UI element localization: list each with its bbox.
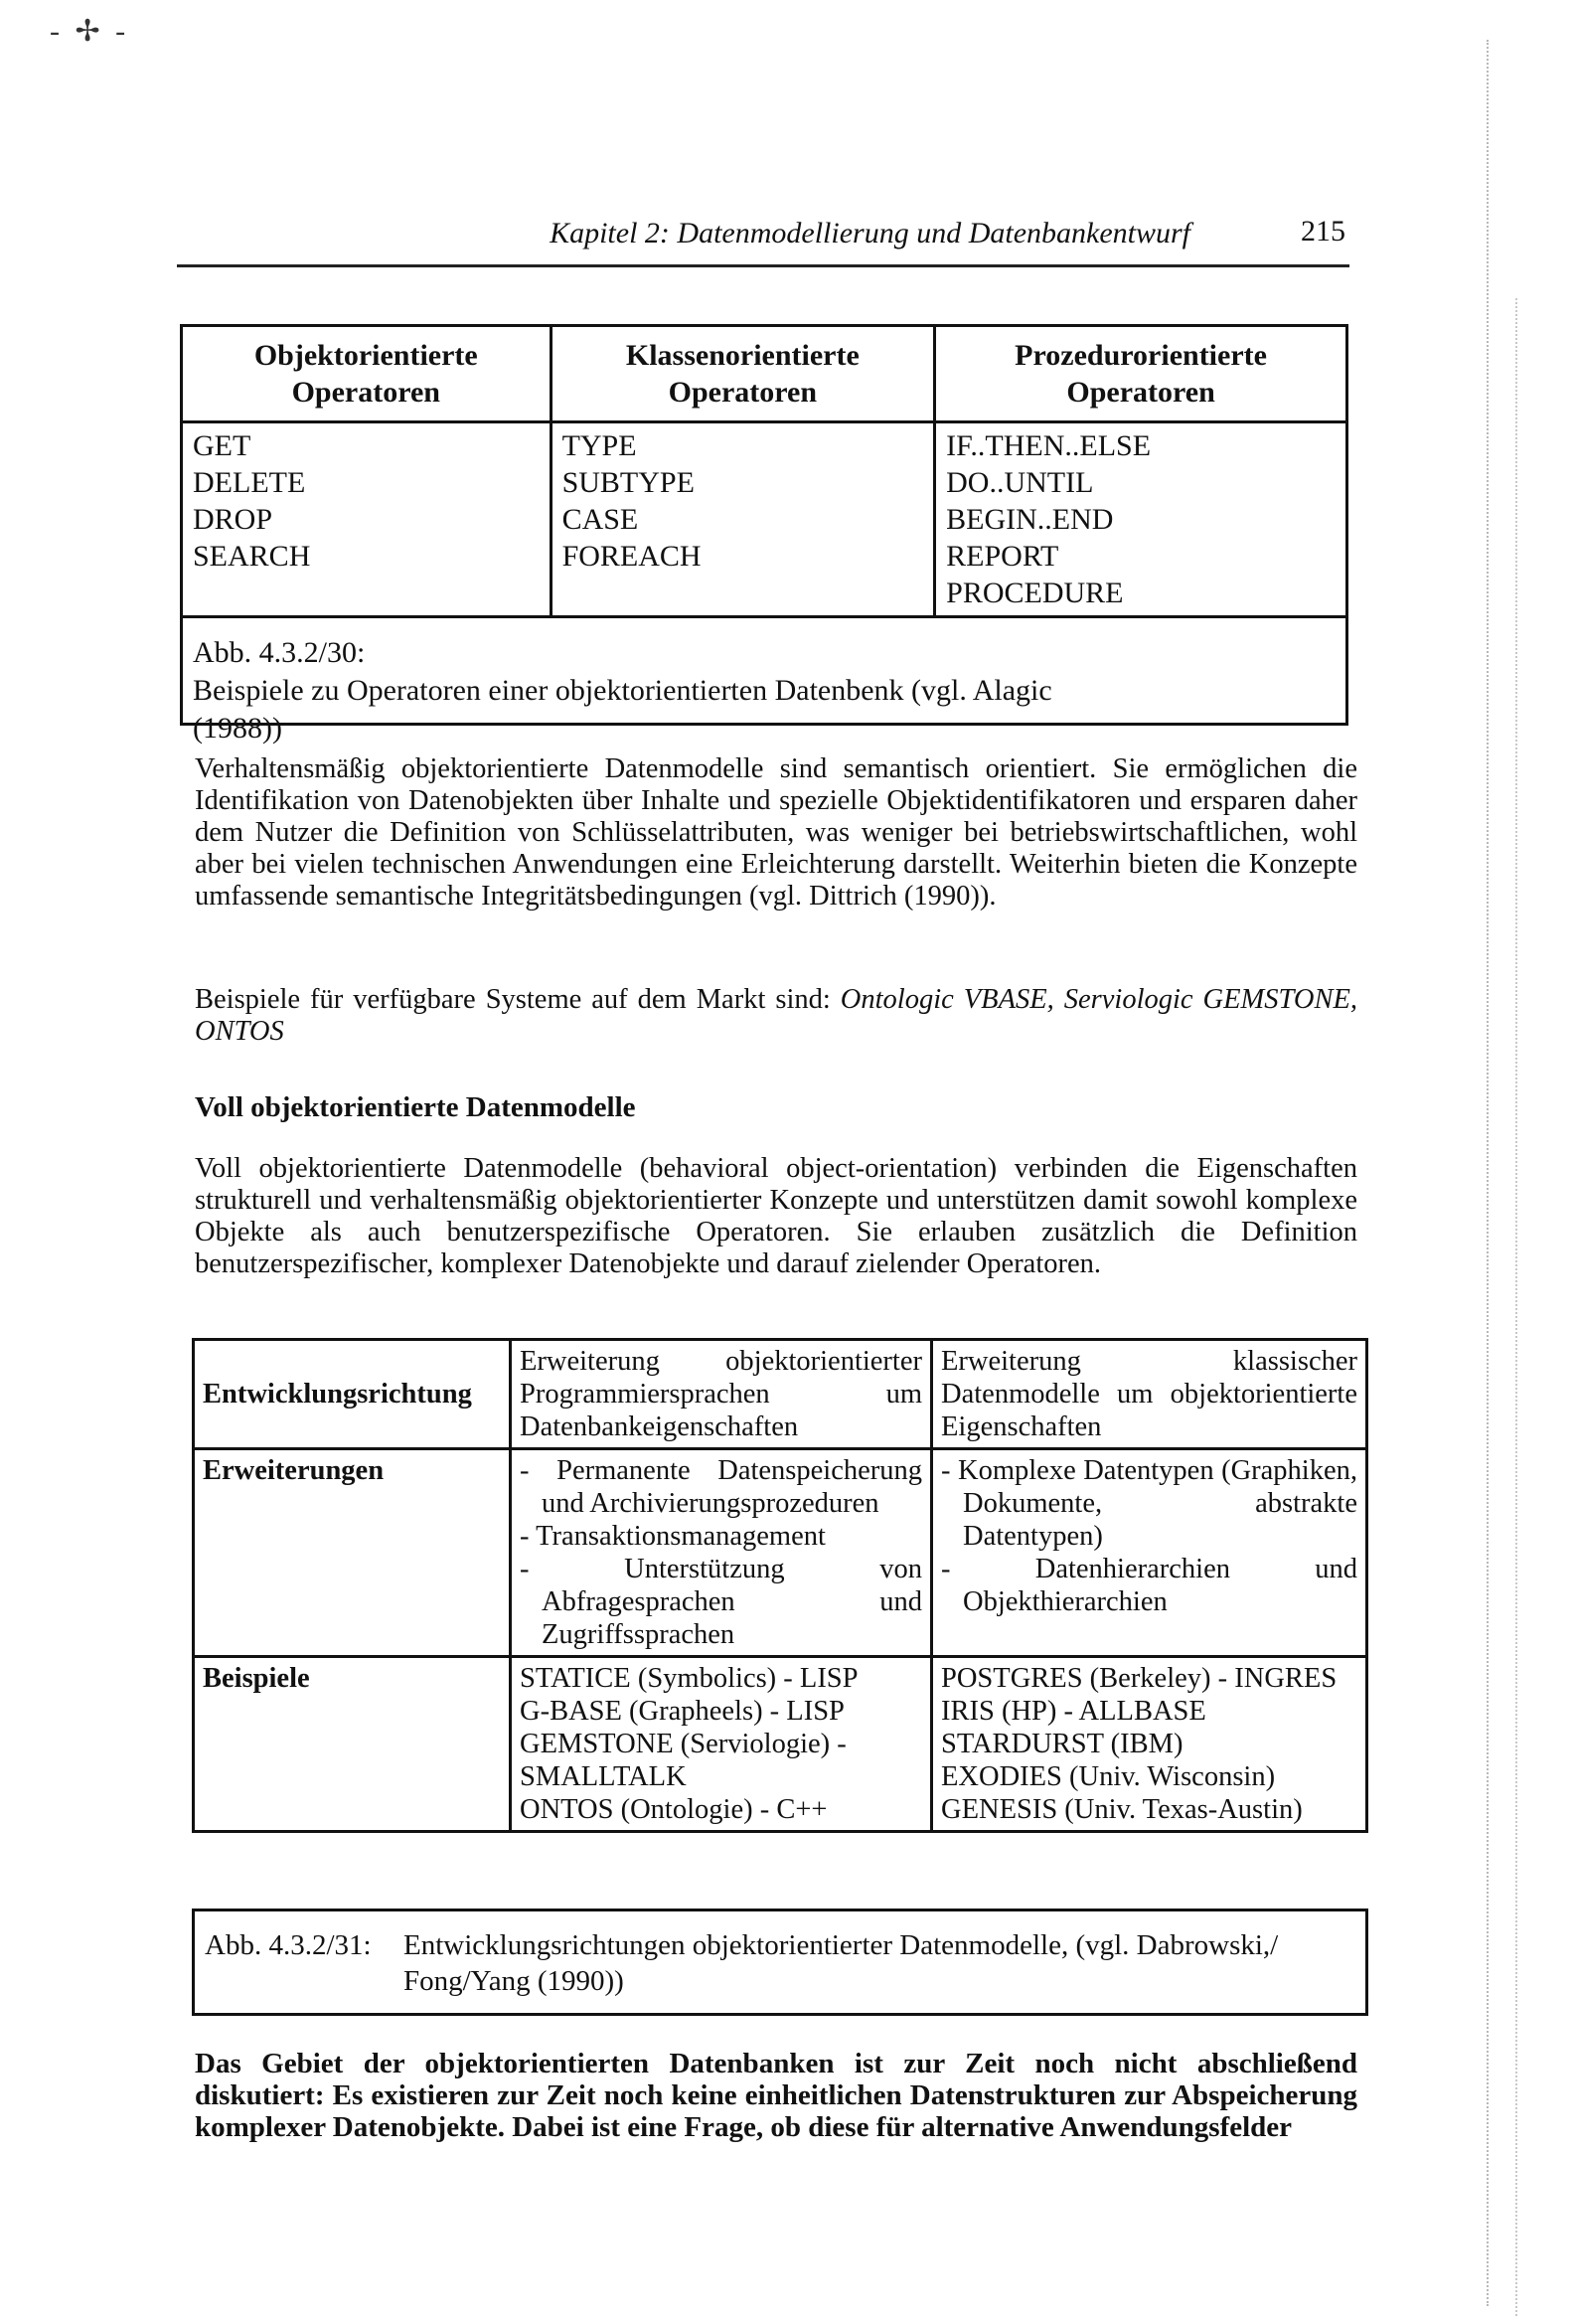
- examples-languages: [511, 1657, 932, 1832]
- list-item: GEMSTONE (Serviologie) - SMALLTALK: [520, 1729, 847, 1792]
- paragraph-lead: Beispiele für verfügbare Systeme auf dem Markt sind:: [195, 984, 831, 1015]
- list-item: PROCEDURE: [946, 577, 1124, 609]
- header-line: Operatoren: [291, 376, 440, 409]
- running-header: [177, 213, 1349, 267]
- figure-caption-30: [180, 618, 1348, 745]
- header-class-operators: [551, 326, 935, 422]
- procedure-operators-list: [935, 422, 1347, 617]
- examples-row: [194, 1657, 1367, 1832]
- list-item: FOREACH: [561, 540, 702, 573]
- figure-caption-31: [192, 1909, 1368, 2016]
- list-item: TYPE: [561, 429, 637, 462]
- paragraph-text: Voll objektorientierte Datenmodelle (behavioral object-orientation) verbinden die Eigenschaften strukturell und verhaltensmäßig objektorientierter Konzepte und unterstützen damit sowohl komplexe Objekte als auch benutzerspezifische Operatoren. Sie erlauben zusätzlich die Definition benutzerspezifischer, komplexer Datenobjekte und darauf zielender Operatoren.: [195, 1153, 1357, 1279]
- caption-label: Abb. 4.3.2/31:: [205, 1929, 372, 1961]
- list-item: REPORT: [946, 540, 1059, 573]
- header-line: Objektorientierte: [253, 339, 478, 372]
- caption-text: Entwicklungsrichtungen objektorientierter Datenmodelle, (vgl. Dabrowski,/ Fong/Yang (1990)): [403, 1929, 1279, 1997]
- list-item: GET: [193, 429, 251, 462]
- list-item: IF..THEN..ELSE: [946, 429, 1152, 462]
- header-direction: Entwicklungsrichtung: [194, 1340, 511, 1449]
- list-item: SEARCH: [193, 540, 311, 573]
- list-item: SUBTYPE: [561, 466, 695, 499]
- caption-text: Beispiele zu Operatoren einer objektorientierten Datenbenk (vgl. Alagic (1988)): [193, 674, 1052, 745]
- header-procedure-operators: [935, 326, 1347, 422]
- list-item: STARDURST (IBM): [941, 1729, 1183, 1759]
- header-object-operators: [182, 326, 552, 422]
- list-item: DO..UNTIL: [946, 466, 1094, 499]
- development-table: [192, 1338, 1368, 1833]
- extensions-languages: [511, 1449, 932, 1657]
- section-heading: Voll objektorientierte Datenmodelle: [195, 1091, 636, 1123]
- list-item: - Datenhierarchien und Objekthierarchien: [941, 1554, 1357, 1617]
- examples-classic: [932, 1657, 1367, 1832]
- list-item: DELETE: [193, 466, 306, 499]
- operators-table: [180, 324, 1348, 618]
- scan-edge-line: [1487, 40, 1495, 2306]
- list-item: - Komplexe Datentypen (Graphiken, Dokumente, abstrakte Datentypen): [941, 1455, 1357, 1552]
- paragraph-text: Verhaltensmäßig objektorientierte Datenmodelle sind semantisch orientiert. Sie ermöglichen die Identifikation von Datenobjekten über Inhalte und spezielle Objektidentifikatoren und ersparen daher dem Nutzer die Definition von Schlüsselattributen, was weniger bei betriebswirtschaftlichen, wohl aber bei vielen technischen Anwendungen eine Erleichterung darstellt. Weiterhin bieten die Konzepte umfassende semantische Integritätsbedingungen (vgl. Dittrich (1990)).: [195, 753, 1357, 912]
- header-line: Operatoren: [1066, 376, 1215, 409]
- paragraph-examples: [195, 984, 1357, 1048]
- paragraph-behavioral: [195, 753, 1357, 913]
- list-item: POSTGRES (Berkeley) - INGRES: [941, 1663, 1338, 1694]
- list-item: BEGIN..END: [946, 503, 1114, 536]
- header-line: Prozedurorientierte: [1015, 339, 1267, 372]
- extensions-row: [194, 1449, 1367, 1657]
- paragraph-text: [195, 984, 1357, 1048]
- header-oo-languages: Erweiterung objektorientierter Programmiersprachen um Datenbankeigenschaften: [511, 1340, 932, 1449]
- scan-edge-line-inner: [1515, 298, 1523, 2316]
- object-operators-list: [182, 422, 552, 617]
- class-operators-list: [551, 422, 935, 617]
- list-item: DROP: [193, 503, 273, 536]
- list-item: - Permanente Datenspeicherung und Archivierungsprozeduren: [520, 1455, 922, 1519]
- caption-label: Abb. 4.3.2/30:: [193, 636, 366, 669]
- scan-corner-mark: - ✢ -: [50, 15, 130, 48]
- paragraph-discussion: [195, 2048, 1357, 2143]
- header-line: Operatoren: [668, 376, 818, 409]
- list-item: EXODIES (Univ. Wisconsin): [941, 1761, 1276, 1792]
- list-item: STATICE (Symbolics) - LISP: [520, 1663, 859, 1694]
- list-item: IRIS (HP) - ALLBASE: [941, 1696, 1206, 1727]
- extensions-classic: [932, 1449, 1367, 1657]
- page-number: 215: [1301, 215, 1345, 248]
- list-item: GENESIS (Univ. Texas-Austin): [941, 1794, 1303, 1825]
- list-item: ONTOS (Ontologie) - C++: [520, 1794, 828, 1825]
- header-classic-models: Erweiterung klassischer Datenmodelle um objektorientierte Eigenschaften: [932, 1340, 1367, 1449]
- operators-table-header-row: [182, 326, 1347, 422]
- paragraph-full-oo: [195, 1153, 1357, 1280]
- row-label-examples: Beispiele: [194, 1657, 511, 1832]
- header-line: Klassenorientierte: [625, 339, 860, 372]
- list-item: - Unterstützung von Abfragesprachen und Zugriffssprachen: [520, 1554, 922, 1650]
- paragraph-text: Das Gebiet der objektorientierten Datenbanken ist zur Zeit noch nicht abschließend diskutiert: Es existieren zur Zeit noch keine einheitlichen Datenstrukturen zur Abspeicherung komplexer Datenobjekte. Dabei ist eine Frage, ob diese für alternative Anwendungsfelder: [195, 2048, 1357, 2143]
- list-item: G-BASE (Grapheels) - LISP: [520, 1696, 845, 1727]
- development-table-header-row: [194, 1340, 1367, 1449]
- list-item: - Transaktionsmanagement: [520, 1521, 826, 1552]
- row-label-extensions: Erweiterungen: [194, 1449, 511, 1657]
- system-names: Ontologic VBASE, Serviologic GEMSTONE, ONTOS: [195, 984, 1357, 1047]
- running-title: Kapitel 2: Datenmodellierung und Datenbankentwurf: [550, 217, 1190, 249]
- list-item: CASE: [561, 503, 639, 536]
- operators-table-body-row: [182, 422, 1347, 617]
